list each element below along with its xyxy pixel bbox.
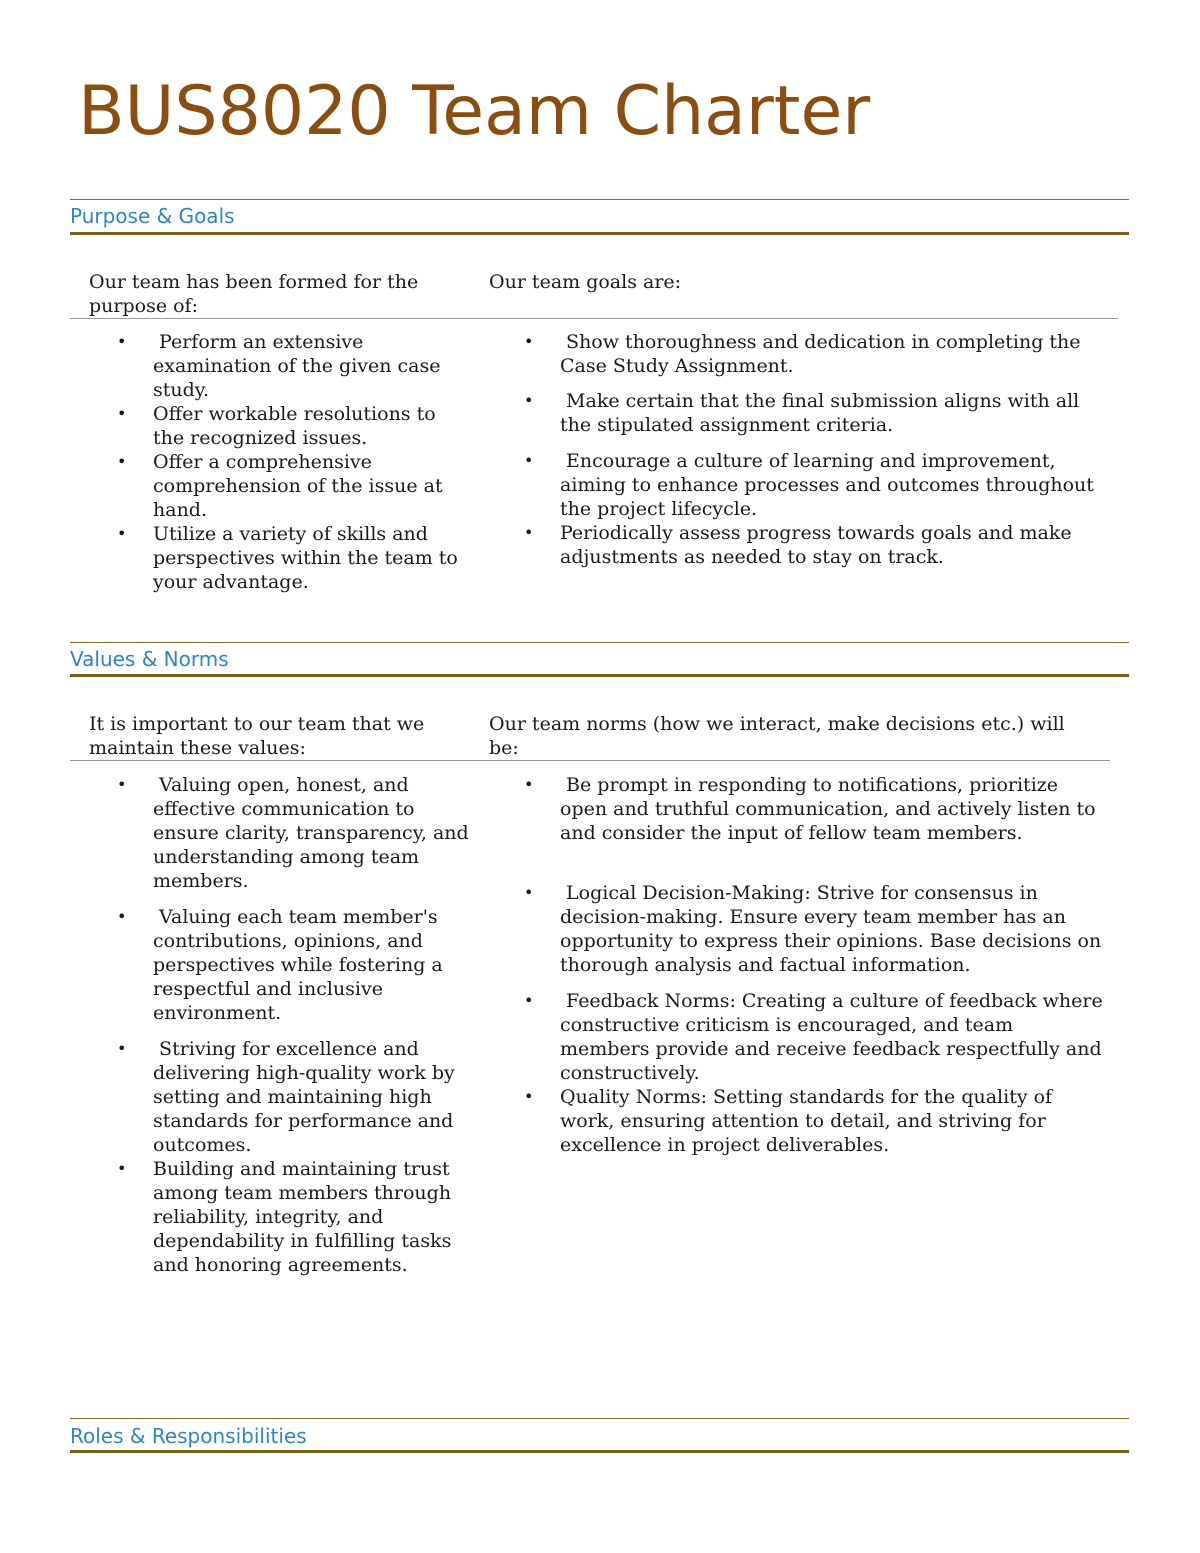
bullet-icon: •: [117, 332, 127, 351]
purpose-right-header: Our team goals are:: [489, 271, 682, 293]
list-item: [524, 330, 1105, 378]
list-item: [117, 522, 471, 594]
bullet-icon: •: [117, 524, 127, 543]
purpose-left-header: Our team has been formed for the purpose of:: [89, 271, 419, 317]
section-rule-top: [70, 1418, 1129, 1419]
list-item: [524, 881, 1108, 977]
list-item-text: Make certain that the final submission aligns with all the stipulated assignment criteria.: [560, 390, 1086, 436]
list-item-text: Periodically assess progress towards goals and make adjustments as needed to stay on track.: [560, 522, 1078, 568]
list-item: [117, 402, 471, 450]
values-right-header: Our team norms (how we interact, make decisions etc.) will be:: [489, 713, 1065, 759]
list-item: [117, 1157, 471, 1277]
bullet-icon: •: [524, 391, 534, 410]
list-item-text: Be prompt in responding to notifications, prioritize open and truthful communication, and actively listen to and consider the input of fellow team members.: [560, 774, 1102, 844]
list-item-text: Offer a comprehensive comprehension of the issue at hand.: [153, 451, 449, 521]
section-heading-values: Values & Norms: [70, 647, 229, 671]
section-rule-top: [70, 642, 1129, 643]
list-item: [117, 905, 471, 1025]
bullet-icon: •: [524, 451, 534, 470]
list-item: [117, 1037, 471, 1157]
bullet-icon: •: [117, 1159, 127, 1178]
list-item-text: Logical Decision-Making: Strive for consensus in decision-making. Ensure every team member has an opportunity to express their opinions. Base decisions on thorough analysis and factual information.: [560, 882, 1108, 976]
list-item-text: Valuing open, honest, and effective communication to ensure clarity, transparency, and understanding among team members.: [153, 774, 475, 892]
bullet-icon: •: [117, 452, 127, 471]
list-item-text: Striving for excellence and delivering high-quality work by setting and maintaining high standards for performance and outcomes.: [153, 1038, 461, 1156]
list-item-text: Building and maintaining trust among team members through reliability, integrity, and dependability in fulfilling tasks and honoring agreements.: [153, 1158, 458, 1276]
bullet-icon: •: [117, 1039, 127, 1058]
values-left-header: It is important to our team that we maintain these values:: [89, 713, 425, 759]
list-item-text: Perform an extensive examination of the given case study.: [153, 331, 447, 401]
bullet-icon: •: [524, 332, 534, 351]
bullet-icon: •: [524, 991, 534, 1010]
section-heading-roles: Roles & Responsibilities: [70, 1424, 307, 1448]
list-item: [524, 989, 1109, 1085]
list-item: [117, 450, 471, 522]
bullet-icon: •: [117, 404, 127, 423]
table-header-rule: [70, 318, 1118, 319]
bullet-icon: •: [117, 775, 127, 794]
norms-list: [524, 773, 1109, 1157]
goals-list: [524, 330, 1105, 569]
table-header-rule: [70, 760, 1110, 761]
list-item-text: Encourage a culture of learning and improvement, aiming to enhance processes and outcomes throughout the project lifecycle.: [560, 450, 1100, 520]
section-rule-bottom: [70, 232, 1129, 235]
bullet-icon: •: [524, 883, 534, 902]
list-item: [524, 1085, 1105, 1157]
list-item: [524, 773, 1105, 845]
section-rule-top: [70, 199, 1129, 200]
values-list: [117, 773, 475, 1277]
section-rule-bottom: [70, 1450, 1129, 1453]
section-rule-bottom: [70, 674, 1129, 677]
bullet-icon: •: [117, 907, 127, 926]
document-title: BUS8020 Team Charter: [78, 72, 871, 151]
section-heading-purpose: Purpose & Goals: [70, 204, 235, 228]
list-item-text: Quality Norms: Setting standards for the quality of work, ensuring attention to detail, and striving for excellence in project deliverables.: [560, 1086, 1059, 1156]
purpose-list: [117, 330, 471, 594]
bullet-icon: •: [524, 775, 534, 794]
list-item-text: Offer workable resolutions to the recognized issues.: [153, 403, 442, 449]
list-item: [524, 521, 1105, 569]
list-item: [117, 773, 475, 893]
list-item-text: Utilize a variety of skills and perspectives within the team to your advantage.: [153, 523, 464, 593]
list-item-text: Show thoroughness and dedication in completing the Case Study Assignment.: [560, 331, 1087, 377]
list-item-text: Valuing each team member's contributions, opinions, and perspectives while fostering a respectful and inclusive environment.: [153, 906, 449, 1024]
list-item: [117, 330, 471, 402]
bullet-icon: •: [524, 1087, 534, 1106]
list-item: [524, 449, 1105, 521]
list-item: [524, 389, 1105, 437]
bullet-icon: •: [524, 523, 534, 542]
list-item-text: Feedback Norms: Creating a culture of feedback where constructive criticism is encouraged, and team members provide and receive feedback respectfully and constructively.: [560, 990, 1109, 1084]
